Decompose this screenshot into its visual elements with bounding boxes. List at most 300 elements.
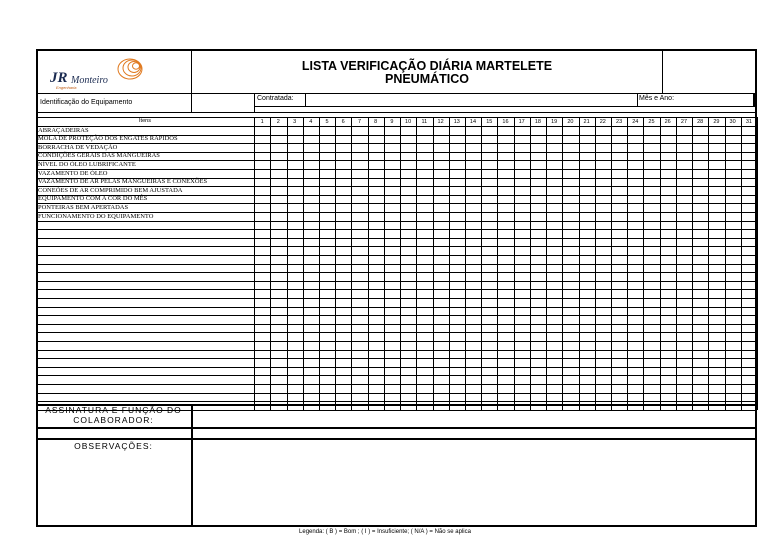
check-cell[interactable] bbox=[400, 143, 416, 152]
check-cell[interactable] bbox=[497, 203, 513, 212]
check-cell[interactable] bbox=[611, 126, 627, 135]
check-cell[interactable] bbox=[562, 160, 578, 169]
check-cell[interactable] bbox=[643, 203, 659, 212]
check-cell[interactable] bbox=[643, 143, 659, 152]
check-cell[interactable] bbox=[627, 135, 643, 144]
check-cell[interactable] bbox=[287, 160, 303, 169]
check-cell[interactable] bbox=[546, 178, 562, 187]
check-cell[interactable] bbox=[384, 186, 400, 195]
check-cell[interactable] bbox=[303, 203, 319, 212]
check-cell[interactable] bbox=[741, 126, 757, 135]
check-cell[interactable] bbox=[627, 195, 643, 204]
check-cell[interactable] bbox=[643, 195, 659, 204]
check-cell[interactable] bbox=[708, 126, 724, 135]
check-cell[interactable] bbox=[579, 169, 595, 178]
check-cell[interactable] bbox=[643, 126, 659, 135]
check-cell[interactable] bbox=[270, 126, 286, 135]
check-cell[interactable] bbox=[416, 195, 432, 204]
check-cell[interactable] bbox=[481, 169, 497, 178]
check-cell[interactable] bbox=[725, 195, 741, 204]
check-cell[interactable] bbox=[449, 186, 465, 195]
check-cell[interactable] bbox=[725, 212, 741, 221]
check-cell[interactable] bbox=[579, 212, 595, 221]
check-cell[interactable] bbox=[319, 169, 335, 178]
check-cell[interactable] bbox=[660, 160, 676, 169]
check-cell[interactable] bbox=[611, 160, 627, 169]
check-cell[interactable] bbox=[643, 186, 659, 195]
check-cell[interactable] bbox=[692, 169, 708, 178]
check-cell[interactable] bbox=[351, 152, 367, 161]
check-cell[interactable] bbox=[351, 160, 367, 169]
check-cell[interactable] bbox=[595, 169, 611, 178]
check-cell[interactable] bbox=[546, 135, 562, 144]
check-cell[interactable] bbox=[595, 160, 611, 169]
check-cell[interactable] bbox=[465, 160, 481, 169]
check-cell[interactable] bbox=[530, 135, 546, 144]
check-cell[interactable] bbox=[497, 212, 513, 221]
check-cell[interactable] bbox=[676, 126, 692, 135]
check-cell[interactable] bbox=[546, 195, 562, 204]
check-cell[interactable] bbox=[725, 186, 741, 195]
check-cell[interactable] bbox=[416, 143, 432, 152]
check-cell[interactable] bbox=[303, 160, 319, 169]
check-cell[interactable] bbox=[497, 178, 513, 187]
check-cell[interactable] bbox=[692, 195, 708, 204]
check-cell[interactable] bbox=[287, 186, 303, 195]
check-cell[interactable] bbox=[579, 152, 595, 161]
check-cell[interactable] bbox=[465, 152, 481, 161]
check-cell[interactable] bbox=[351, 169, 367, 178]
check-cell[interactable] bbox=[595, 212, 611, 221]
check-cell[interactable] bbox=[465, 195, 481, 204]
check-cell[interactable] bbox=[384, 203, 400, 212]
check-cell[interactable] bbox=[254, 152, 270, 161]
check-cell[interactable] bbox=[595, 195, 611, 204]
check-cell[interactable] bbox=[530, 152, 546, 161]
check-cell[interactable] bbox=[562, 203, 578, 212]
check-cell[interactable] bbox=[708, 195, 724, 204]
check-cell[interactable] bbox=[481, 178, 497, 187]
check-cell[interactable] bbox=[335, 160, 351, 169]
check-cell[interactable] bbox=[319, 212, 335, 221]
check-cell[interactable] bbox=[254, 212, 270, 221]
check-cell[interactable] bbox=[384, 143, 400, 152]
check-cell[interactable] bbox=[562, 212, 578, 221]
check-cell[interactable] bbox=[368, 143, 384, 152]
check-cell[interactable] bbox=[319, 160, 335, 169]
check-cell[interactable] bbox=[497, 152, 513, 161]
check-cell[interactable] bbox=[676, 143, 692, 152]
check-cell[interactable] bbox=[319, 143, 335, 152]
check-cell[interactable] bbox=[741, 152, 757, 161]
check-cell[interactable] bbox=[303, 135, 319, 144]
check-cell[interactable] bbox=[351, 203, 367, 212]
check-cell[interactable] bbox=[449, 135, 465, 144]
check-cell[interactable] bbox=[449, 126, 465, 135]
check-cell[interactable] bbox=[660, 135, 676, 144]
check-cell[interactable] bbox=[708, 135, 724, 144]
check-cell[interactable] bbox=[692, 212, 708, 221]
check-cell[interactable] bbox=[546, 143, 562, 152]
check-cell[interactable] bbox=[676, 203, 692, 212]
check-cell[interactable] bbox=[595, 135, 611, 144]
check-cell[interactable] bbox=[416, 126, 432, 135]
check-cell[interactable] bbox=[368, 135, 384, 144]
check-cell[interactable] bbox=[562, 152, 578, 161]
check-cell[interactable] bbox=[497, 143, 513, 152]
check-cell[interactable] bbox=[692, 135, 708, 144]
check-cell[interactable] bbox=[562, 186, 578, 195]
check-cell[interactable] bbox=[287, 135, 303, 144]
check-cell[interactable] bbox=[335, 152, 351, 161]
check-cell[interactable] bbox=[254, 195, 270, 204]
check-cell[interactable] bbox=[400, 195, 416, 204]
check-cell[interactable] bbox=[351, 195, 367, 204]
check-cell[interactable] bbox=[481, 186, 497, 195]
check-cell[interactable] bbox=[384, 212, 400, 221]
check-cell[interactable] bbox=[692, 203, 708, 212]
check-cell[interactable] bbox=[400, 178, 416, 187]
check-cell[interactable] bbox=[287, 143, 303, 152]
check-cell[interactable] bbox=[579, 195, 595, 204]
check-cell[interactable] bbox=[400, 152, 416, 161]
check-cell[interactable] bbox=[692, 152, 708, 161]
check-cell[interactable] bbox=[514, 195, 530, 204]
check-cell[interactable] bbox=[270, 178, 286, 187]
check-cell[interactable] bbox=[741, 186, 757, 195]
check-cell[interactable] bbox=[692, 160, 708, 169]
check-cell[interactable] bbox=[514, 203, 530, 212]
check-cell[interactable] bbox=[676, 212, 692, 221]
check-cell[interactable] bbox=[335, 178, 351, 187]
check-cell[interactable] bbox=[660, 186, 676, 195]
check-cell[interactable] bbox=[335, 169, 351, 178]
check-cell[interactable] bbox=[319, 186, 335, 195]
check-cell[interactable] bbox=[514, 135, 530, 144]
check-cell[interactable] bbox=[627, 160, 643, 169]
check-cell[interactable] bbox=[643, 169, 659, 178]
check-cell[interactable] bbox=[416, 152, 432, 161]
check-cell[interactable] bbox=[319, 178, 335, 187]
check-cell[interactable] bbox=[562, 126, 578, 135]
check-cell[interactable] bbox=[254, 186, 270, 195]
check-cell[interactable] bbox=[481, 152, 497, 161]
check-cell[interactable] bbox=[546, 126, 562, 135]
check-cell[interactable] bbox=[611, 135, 627, 144]
check-cell[interactable] bbox=[497, 126, 513, 135]
check-cell[interactable] bbox=[303, 143, 319, 152]
check-cell[interactable] bbox=[595, 178, 611, 187]
check-cell[interactable] bbox=[465, 186, 481, 195]
check-cell[interactable] bbox=[579, 186, 595, 195]
check-cell[interactable] bbox=[465, 203, 481, 212]
check-cell[interactable] bbox=[368, 212, 384, 221]
check-cell[interactable] bbox=[400, 169, 416, 178]
check-cell[interactable] bbox=[530, 195, 546, 204]
check-cell[interactable] bbox=[465, 169, 481, 178]
check-cell[interactable] bbox=[562, 195, 578, 204]
check-cell[interactable] bbox=[660, 195, 676, 204]
check-cell[interactable] bbox=[741, 169, 757, 178]
check-cell[interactable] bbox=[708, 152, 724, 161]
check-cell[interactable] bbox=[725, 160, 741, 169]
check-cell[interactable] bbox=[530, 143, 546, 152]
check-cell[interactable] bbox=[416, 186, 432, 195]
check-cell[interactable] bbox=[449, 195, 465, 204]
check-cell[interactable] bbox=[741, 135, 757, 144]
check-cell[interactable] bbox=[287, 152, 303, 161]
check-cell[interactable] bbox=[335, 143, 351, 152]
check-cell[interactable] bbox=[530, 178, 546, 187]
check-cell[interactable] bbox=[384, 152, 400, 161]
check-cell[interactable] bbox=[514, 186, 530, 195]
check-cell[interactable] bbox=[611, 212, 627, 221]
check-cell[interactable] bbox=[384, 126, 400, 135]
check-cell[interactable] bbox=[579, 160, 595, 169]
check-cell[interactable] bbox=[611, 169, 627, 178]
check-cell[interactable] bbox=[627, 186, 643, 195]
check-cell[interactable] bbox=[514, 152, 530, 161]
check-cell[interactable] bbox=[579, 178, 595, 187]
check-cell[interactable] bbox=[708, 186, 724, 195]
check-cell[interactable] bbox=[676, 169, 692, 178]
check-cell[interactable] bbox=[254, 143, 270, 152]
check-cell[interactable] bbox=[449, 203, 465, 212]
check-cell[interactable] bbox=[530, 186, 546, 195]
check-cell[interactable] bbox=[416, 212, 432, 221]
check-cell[interactable] bbox=[400, 126, 416, 135]
check-cell[interactable] bbox=[287, 178, 303, 187]
check-cell[interactable] bbox=[351, 135, 367, 144]
check-cell[interactable] bbox=[368, 178, 384, 187]
check-cell[interactable] bbox=[449, 212, 465, 221]
check-cell[interactable] bbox=[481, 135, 497, 144]
check-cell[interactable] bbox=[335, 135, 351, 144]
check-cell[interactable] bbox=[497, 195, 513, 204]
check-cell[interactable] bbox=[595, 203, 611, 212]
check-cell[interactable] bbox=[708, 212, 724, 221]
check-cell[interactable] bbox=[319, 152, 335, 161]
check-cell[interactable] bbox=[465, 143, 481, 152]
check-cell[interactable] bbox=[351, 178, 367, 187]
check-cell[interactable] bbox=[546, 203, 562, 212]
check-cell[interactable] bbox=[287, 169, 303, 178]
check-cell[interactable] bbox=[270, 135, 286, 144]
check-cell[interactable] bbox=[627, 169, 643, 178]
check-cell[interactable] bbox=[449, 178, 465, 187]
check-cell[interactable] bbox=[708, 143, 724, 152]
check-cell[interactable] bbox=[287, 126, 303, 135]
check-cell[interactable] bbox=[627, 143, 643, 152]
check-cell[interactable] bbox=[433, 195, 449, 204]
check-cell[interactable] bbox=[611, 186, 627, 195]
check-cell[interactable] bbox=[449, 143, 465, 152]
check-cell[interactable] bbox=[660, 203, 676, 212]
check-cell[interactable] bbox=[270, 169, 286, 178]
check-cell[interactable] bbox=[627, 212, 643, 221]
check-cell[interactable] bbox=[530, 203, 546, 212]
equipment-id-field[interactable] bbox=[192, 94, 254, 112]
contractor-field[interactable] bbox=[306, 94, 636, 106]
check-cell[interactable] bbox=[530, 126, 546, 135]
check-cell[interactable] bbox=[335, 186, 351, 195]
check-cell[interactable] bbox=[368, 152, 384, 161]
check-cell[interactable] bbox=[416, 178, 432, 187]
check-cell[interactable] bbox=[611, 195, 627, 204]
check-cell[interactable] bbox=[741, 203, 757, 212]
check-cell[interactable] bbox=[708, 203, 724, 212]
check-cell[interactable] bbox=[562, 169, 578, 178]
check-cell[interactable] bbox=[303, 126, 319, 135]
check-cell[interactable] bbox=[627, 178, 643, 187]
check-cell[interactable] bbox=[643, 178, 659, 187]
check-cell[interactable] bbox=[481, 143, 497, 152]
check-cell[interactable] bbox=[514, 178, 530, 187]
check-cell[interactable] bbox=[270, 152, 286, 161]
check-cell[interactable] bbox=[595, 126, 611, 135]
check-cell[interactable] bbox=[416, 160, 432, 169]
check-cell[interactable] bbox=[368, 195, 384, 204]
check-cell[interactable] bbox=[270, 160, 286, 169]
check-cell[interactable] bbox=[676, 135, 692, 144]
check-cell[interactable] bbox=[708, 160, 724, 169]
check-cell[interactable] bbox=[514, 126, 530, 135]
check-cell[interactable] bbox=[481, 160, 497, 169]
check-cell[interactable] bbox=[676, 186, 692, 195]
check-cell[interactable] bbox=[254, 203, 270, 212]
check-cell[interactable] bbox=[741, 195, 757, 204]
check-cell[interactable] bbox=[579, 143, 595, 152]
check-cell[interactable] bbox=[595, 186, 611, 195]
check-cell[interactable] bbox=[351, 143, 367, 152]
check-cell[interactable] bbox=[433, 152, 449, 161]
check-cell[interactable] bbox=[368, 126, 384, 135]
check-cell[interactable] bbox=[692, 178, 708, 187]
check-cell[interactable] bbox=[708, 169, 724, 178]
check-cell[interactable] bbox=[579, 126, 595, 135]
check-cell[interactable] bbox=[351, 186, 367, 195]
check-cell[interactable] bbox=[287, 212, 303, 221]
check-cell[interactable] bbox=[725, 143, 741, 152]
check-cell[interactable] bbox=[433, 169, 449, 178]
check-cell[interactable] bbox=[319, 126, 335, 135]
check-cell[interactable] bbox=[335, 203, 351, 212]
check-cell[interactable] bbox=[481, 195, 497, 204]
check-cell[interactable] bbox=[643, 160, 659, 169]
check-cell[interactable] bbox=[725, 203, 741, 212]
check-cell[interactable] bbox=[433, 160, 449, 169]
check-cell[interactable] bbox=[254, 135, 270, 144]
check-cell[interactable] bbox=[514, 160, 530, 169]
check-cell[interactable] bbox=[725, 178, 741, 187]
check-cell[interactable] bbox=[546, 152, 562, 161]
check-cell[interactable] bbox=[254, 126, 270, 135]
check-cell[interactable] bbox=[400, 135, 416, 144]
check-cell[interactable] bbox=[449, 152, 465, 161]
check-cell[interactable] bbox=[741, 143, 757, 152]
check-cell[interactable] bbox=[433, 178, 449, 187]
check-cell[interactable] bbox=[643, 152, 659, 161]
check-cell[interactable] bbox=[741, 160, 757, 169]
check-cell[interactable] bbox=[270, 212, 286, 221]
check-cell[interactable] bbox=[546, 212, 562, 221]
check-cell[interactable] bbox=[514, 143, 530, 152]
check-cell[interactable] bbox=[319, 203, 335, 212]
check-cell[interactable] bbox=[692, 126, 708, 135]
check-cell[interactable] bbox=[303, 178, 319, 187]
check-cell[interactable] bbox=[741, 212, 757, 221]
check-cell[interactable] bbox=[303, 186, 319, 195]
check-cell[interactable] bbox=[725, 152, 741, 161]
check-cell[interactable] bbox=[351, 126, 367, 135]
month-year-field[interactable] bbox=[680, 94, 752, 106]
check-cell[interactable] bbox=[368, 186, 384, 195]
check-cell[interactable] bbox=[465, 135, 481, 144]
check-cell[interactable] bbox=[368, 169, 384, 178]
check-cell[interactable] bbox=[562, 178, 578, 187]
check-cell[interactable] bbox=[660, 152, 676, 161]
check-cell[interactable] bbox=[368, 160, 384, 169]
check-cell[interactable] bbox=[481, 212, 497, 221]
check-cell[interactable] bbox=[676, 195, 692, 204]
check-cell[interactable] bbox=[384, 160, 400, 169]
check-cell[interactable] bbox=[254, 169, 270, 178]
check-cell[interactable] bbox=[595, 152, 611, 161]
check-cell[interactable] bbox=[351, 212, 367, 221]
check-cell[interactable] bbox=[627, 203, 643, 212]
check-cell[interactable] bbox=[725, 126, 741, 135]
check-cell[interactable] bbox=[627, 152, 643, 161]
check-cell[interactable] bbox=[611, 143, 627, 152]
check-cell[interactable] bbox=[384, 169, 400, 178]
check-cell[interactable] bbox=[708, 178, 724, 187]
check-cell[interactable] bbox=[692, 143, 708, 152]
check-cell[interactable] bbox=[481, 203, 497, 212]
check-cell[interactable] bbox=[433, 135, 449, 144]
check-cell[interactable] bbox=[676, 160, 692, 169]
check-cell[interactable] bbox=[303, 212, 319, 221]
check-cell[interactable] bbox=[416, 203, 432, 212]
check-cell[interactable] bbox=[400, 186, 416, 195]
check-cell[interactable] bbox=[400, 160, 416, 169]
check-cell[interactable] bbox=[562, 143, 578, 152]
check-cell[interactable] bbox=[692, 186, 708, 195]
check-cell[interactable] bbox=[676, 178, 692, 187]
check-cell[interactable] bbox=[433, 126, 449, 135]
check-cell[interactable] bbox=[497, 169, 513, 178]
check-cell[interactable] bbox=[725, 135, 741, 144]
check-cell[interactable] bbox=[676, 152, 692, 161]
check-cell[interactable] bbox=[416, 135, 432, 144]
check-cell[interactable] bbox=[270, 195, 286, 204]
check-cell[interactable] bbox=[530, 212, 546, 221]
check-cell[interactable] bbox=[303, 169, 319, 178]
check-cell[interactable] bbox=[449, 160, 465, 169]
check-cell[interactable] bbox=[546, 169, 562, 178]
check-cell[interactable] bbox=[562, 135, 578, 144]
check-cell[interactable] bbox=[660, 212, 676, 221]
check-cell[interactable] bbox=[335, 195, 351, 204]
check-cell[interactable] bbox=[319, 135, 335, 144]
check-cell[interactable] bbox=[303, 152, 319, 161]
check-cell[interactable] bbox=[270, 203, 286, 212]
check-cell[interactable] bbox=[433, 203, 449, 212]
check-cell[interactable] bbox=[579, 135, 595, 144]
check-cell[interactable] bbox=[643, 135, 659, 144]
check-cell[interactable] bbox=[465, 212, 481, 221]
check-cell[interactable] bbox=[514, 212, 530, 221]
observations-field[interactable] bbox=[193, 440, 755, 526]
